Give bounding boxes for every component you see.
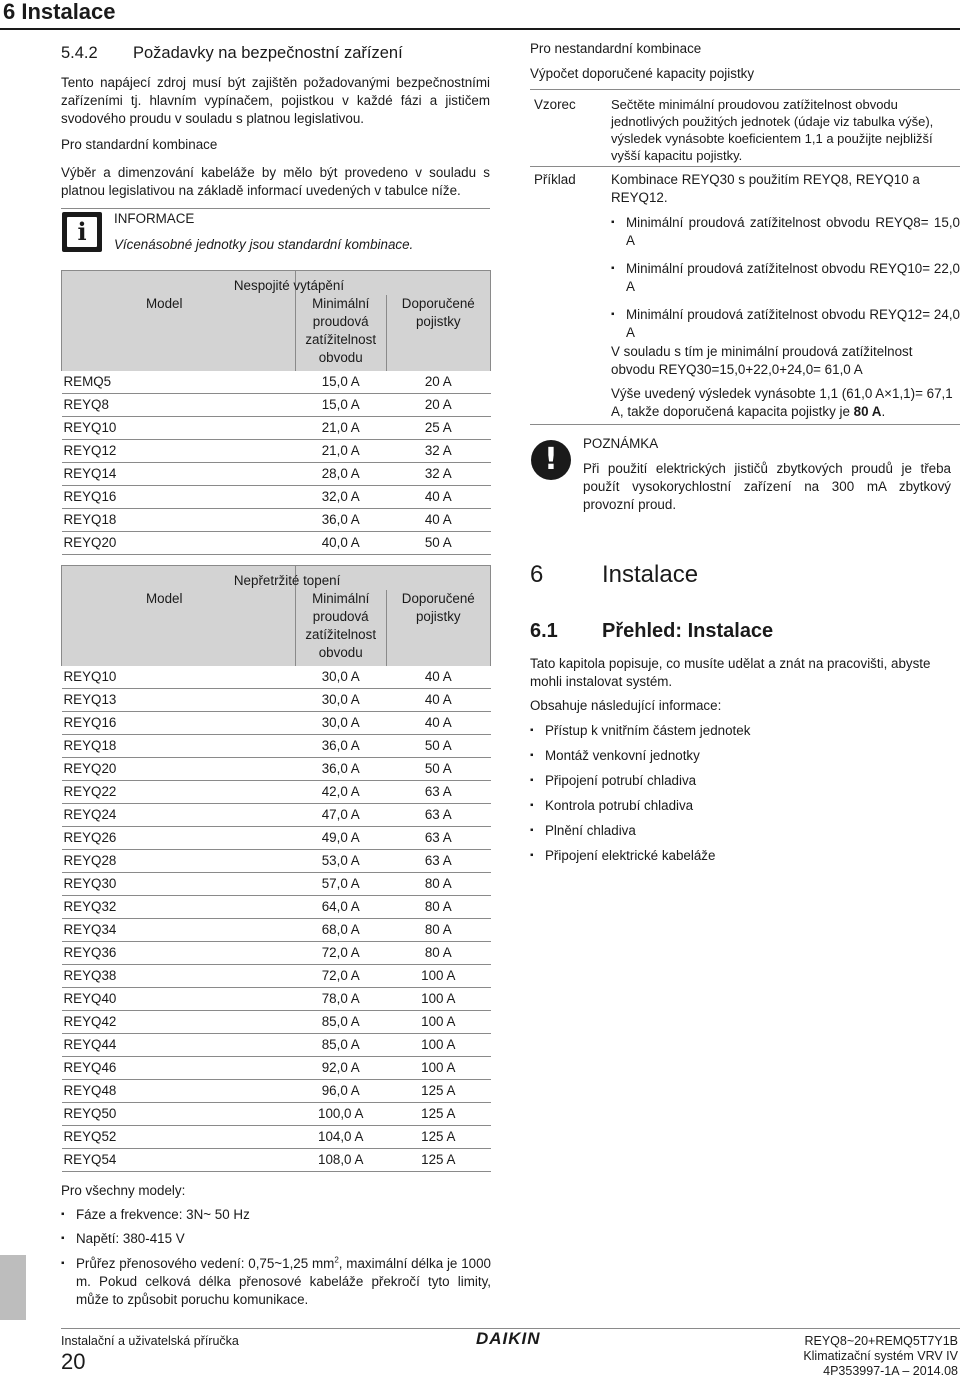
chapter-intro: Tato kapitola popisuje, co musíte udělat a znát na pracovišti, abyste mohli instalovat systém. (530, 656, 931, 689)
table-row: REYQ8 15,0 A 20 A (62, 394, 491, 417)
table-row: REYQ30 57,0 A 80 A (62, 873, 491, 896)
footer-system: Klimatizační systém VRV IV (803, 1349, 958, 1363)
daikin-logo: DAIKIN (476, 1329, 541, 1348)
list-item: ▪ Napětí: 380-415 V (61, 1230, 491, 1248)
table-row: REYQ52 104,0 A 125 A (62, 1126, 491, 1149)
subchapter-heading: 6.1 Přehled: Instalace (530, 620, 774, 642)
table2-col-fuse: Doporučené pojistky (386, 590, 490, 666)
table-row: REYQ16 30,0 A 40 A (62, 712, 491, 735)
list-item: ▪ Připojení elektrické kabeláže (530, 847, 960, 865)
fuse-table-nespojite (61, 271, 491, 555)
table-row: REYQ44 85,0 A 100 A (62, 1034, 491, 1057)
list-item: ▪ Plnění chladiva (530, 822, 960, 840)
note-title: POZNÁMKA (583, 436, 659, 451)
list-item: ▪ Minimální proudová zatížitelnost obvodu REYQ10= 22,0 A (611, 260, 960, 296)
formula-rule-top (530, 89, 960, 90)
table-row: REYQ12 21,0 A 32 A (62, 440, 491, 463)
example-label: Příklad (534, 172, 576, 187)
table-row: REYQ38 72,0 A 100 A (62, 965, 491, 988)
table1-group-title: Nespojité vytápění (295, 271, 490, 295)
nonstandard-heading: Pro nestandardní kombinace (530, 41, 702, 56)
footer-model: REYQ8~20+REMQ5T7Y1B (804, 1334, 958, 1348)
table-row: REYQ40 78,0 A 100 A (62, 988, 491, 1011)
table-row: REYQ32 64,0 A 80 A (62, 896, 491, 919)
table-row: REMQ5 15,0 A 20 A (62, 371, 491, 394)
list-item: ▪ Minimální proudová zatížitelnost obvodu REYQ8= 15,0 A (611, 214, 960, 250)
contents-list (530, 722, 960, 865)
table-row: REYQ28 53,0 A 63 A (62, 850, 491, 873)
list-item: ▪ Připojení potrubí chladiva (530, 772, 960, 790)
info-title: INFORMACE (114, 211, 195, 226)
contains-label: Obsahuje následující informace: (530, 698, 722, 713)
all-models-list (61, 1206, 491, 1248)
formula-rule-mid (530, 166, 960, 167)
chapter-heading: 6 Instalace (530, 561, 699, 588)
table-row: REYQ22 42,0 A 63 A (62, 781, 491, 804)
list-item: ▪ Přístup k vnitřním částem jednotek (530, 722, 960, 740)
table2-col-model: Model (62, 590, 296, 666)
list-item: ▪ Montáž venkovní jednotky (530, 747, 960, 765)
table-row: REYQ20 36,0 A 50 A (62, 758, 491, 781)
list-item: ▪ Fáze a frekvence: 3N~ 50 Hz (61, 1206, 491, 1224)
transmission-list (61, 1255, 491, 1309)
info-rule (61, 208, 490, 209)
table-row: REYQ46 92,0 A 100 A (62, 1057, 491, 1080)
table2-col-min: Minimální proudová zatížitelnost obvodu (295, 590, 386, 666)
footer-info (803, 1334, 958, 1379)
table-row: REYQ20 40,0 A 50 A (62, 532, 491, 555)
fuse-table-neprerusene (61, 566, 491, 1172)
table-row: REYQ54 108,0 A 125 A (62, 1149, 491, 1172)
table-row: REYQ24 47,0 A 63 A (62, 804, 491, 827)
side-tab (0, 1255, 26, 1320)
example-result: Výše uvedený výsledek vynásobte 1,1 (61,0 A×1,1)= 67,1 A, takže doporučená kapacita pojistky je 80 A. (611, 386, 953, 419)
header-rule (0, 28, 960, 30)
table1-col-fuse: Doporučené pojistky (386, 295, 490, 371)
table-row: REYQ10 21,0 A 25 A (62, 417, 491, 440)
table-row: REYQ50 100,0 A 125 A (62, 1103, 491, 1126)
standard-heading: Pro standardní kombinace (61, 137, 218, 152)
standard-text: Výběr a dimenzování kabeláže by mělo být provedeno v souladu s platnou legislativou na základě informací uvedených v tabulce níže. (61, 165, 490, 198)
list-item: ▪ Minimální proudová zatížitelnost obvodu REYQ12= 24,0 A (611, 306, 960, 342)
table1-col-min: Minimální proudová zatížitelnost obvodu (295, 295, 386, 371)
table-row: REYQ13 30,0 A 40 A (62, 689, 491, 712)
formula-rule-bottom (530, 424, 960, 425)
note-text: Při použití elektrických jističů zbytkových proudů je třeba použít vysokorychlostní zařízení na 300 mA zbytkový provozní proud. (583, 461, 951, 512)
formula-label: Vzorec (534, 97, 576, 112)
calc-title: Výpočet doporučené kapacity pojistky (530, 66, 755, 81)
table-row: REYQ34 68,0 A 80 A (62, 919, 491, 942)
list-item: ▪ Kontrola potrubí chladiva (530, 797, 960, 815)
intro-paragraph: Tento napájecí zdroj musí být zajištěn požadovanými bezpečnostními zařízeními tj. hlavním vypínačem, pojistkou v každé fázi a jističem svodového proudu v souladu s platnou legislativou. (61, 75, 490, 126)
page-number: 20 (61, 1349, 86, 1374)
table-row: REYQ48 96,0 A 125 A (62, 1080, 491, 1103)
table-row: REYQ14 28,0 A 32 A (62, 463, 491, 486)
info-text: Vícenásobné jednotky jsou standardní kombinace. (114, 237, 414, 252)
table1-col-model: Model (62, 295, 296, 371)
table-row: REYQ18 36,0 A 40 A (62, 509, 491, 532)
example-list (611, 214, 960, 342)
formula-text: Sečtěte minimální proudovou zatížitelnost obvodu jednotlivých použitých jednotek (údaje viz tabulka výše), výsledek vynásobte koeficientem 1,1 a použijte nejbližší vyšší kapacitu pojistky. (611, 97, 934, 163)
table-row: REYQ10 30,0 A 40 A (62, 666, 491, 689)
example-sum: V souladu s tím je minimální proudová zatížitelnost obvodu REYQ30=15,0+22,0+24,0= 61,0 A (611, 344, 913, 377)
table-row: REYQ16 32,0 A 40 A (62, 486, 491, 509)
all-models-label: Pro všechny modely: (61, 1183, 186, 1198)
footer-doc: 4P353997-1A – 2014.08 (823, 1364, 958, 1378)
example-text: Kombinace REYQ30 s použitím REYQ8, REYQ10 a REYQ12. (611, 172, 920, 205)
section-number: 5.4.2 (61, 44, 98, 62)
footer-manual: Instalační a uživatelská příručka (61, 1334, 239, 1348)
table-row: REYQ26 49,0 A 63 A (62, 827, 491, 850)
table-row: REYQ42 85,0 A 100 A (62, 1011, 491, 1034)
warning-icon: ! (531, 440, 571, 480)
list-item: ▪ Průřez přenosového vedení: 0,75~1,25 $mm^2$, maximální délka je 1000 m. Pokud celková délka přenosové kabeláže překročí tyto limity, může to způsobit poruchu komunikace. (61, 1255, 491, 1309)
table2-group-title: Nepřetržité topení (295, 566, 490, 590)
section-heading (61, 42, 403, 64)
table-row: REYQ18 36,0 A 50 A (62, 735, 491, 758)
page-title: 6 Instalace (3, 0, 116, 24)
table-row: REYQ36 72,0 A 80 A (62, 942, 491, 965)
info-icon: i (62, 212, 102, 252)
section-title: Požadavky na bezpečnostní zařízení (133, 44, 403, 62)
